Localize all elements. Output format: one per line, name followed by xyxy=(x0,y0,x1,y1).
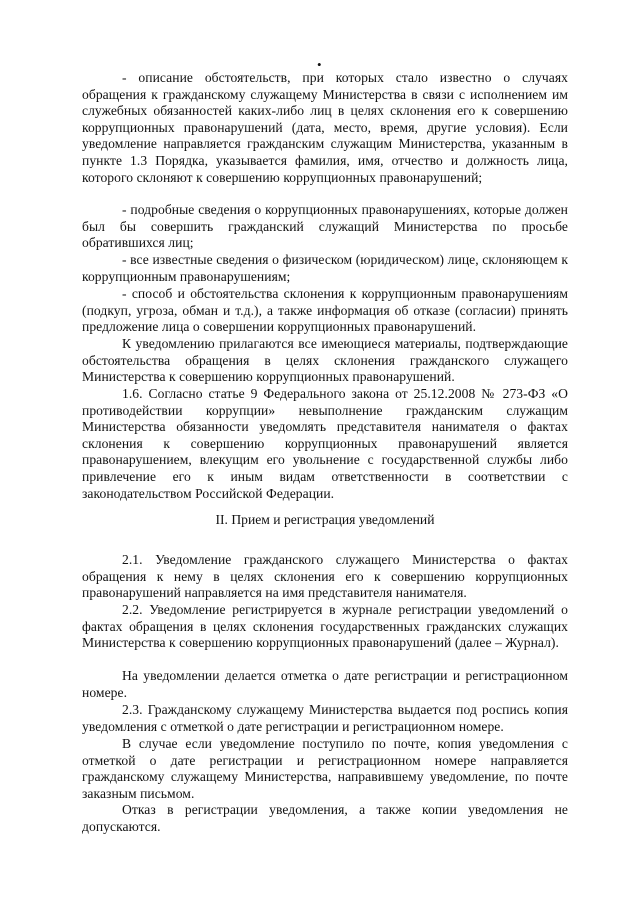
paragraph-mail: В случае если уведомление поступило по почте, копия уведомления с отметкой о дате регистрации и регистрационном номере направляется гражданскому служащему Министерства, направившему уведомление, по почте заказным письмом. xyxy=(82,736,568,801)
section-title: II. Прием и регистрация уведомлений xyxy=(215,512,435,527)
paragraph-circumstances: - описание обстоятельств, при которых стало известно о случаях обращения к гражданскому служащему Министерства в связи с исполнением им служебных обязанностей каких-либо лиц в целях склонения его к совершению коррупционных правонарушений (дата, место, время, другие условия). Если уведомление направляется гражданским служащим Министерства, указанным в пункте 1.3 Порядка, указывается фамилия, имя, отчество и должность лица, которого склоняют к совершению коррупционных правонарушений; xyxy=(82,70,568,185)
paragraph-2-2: 2.2. Уведомление регистрируется в журнале регистрации уведомлений о фактах обращения в целях склонения государственных гражданских служащих Министерства к совершению коррупционных правонарушений (далее – Журнал). xyxy=(82,602,568,651)
paragraph-2-1: 2.1. Уведомление гражданского служащего Министерства о фактах обращения к нему в целях склонения его к совершению коррупционных правонарушений направляется на имя представителя нанимателя. xyxy=(82,552,568,601)
paragraph-1-6: 1.6. Согласно статье 9 Федерального закона от 25.12.2008 № 273-ФЗ «О противодействии коррупции» невыполнение гражданским служащим Министерства обязанности уведомлять представителя нанимателя о фактах склонения к совершению коррупционных правонарушений является правонарушением, влекущим его увольнение с государственной службы либо привлечение его к иным видам ответственности в соответствии с законодательством Российской Федерации. xyxy=(82,386,568,501)
paragraph-details: - подробные сведения о коррупционных правонарушениях, которые должен был бы совершить гражданский служащий Министерства по просьбе обратившихся лиц; xyxy=(82,202,568,251)
top-mark: • xyxy=(317,57,322,72)
paragraph-materials: К уведомлению прилагаются все имеющиеся материалы, подтверждающие обстоятельства обращения в целях склонения гражданского служащего Министерства к совершению коррупционных правонарушений. xyxy=(82,336,568,385)
paragraph-method: - способ и обстоятельства склонения к коррупционным правонарушениям (подкуп, угроза, обман и т.д.), а также информация об отказе (согласии) принять предложение лица о совершении коррупционных правонарушений. xyxy=(82,286,568,335)
paragraph-refusal: Отказ в регистрации уведомления, а также копии уведомления не допускаются. xyxy=(82,802,568,834)
paragraph-2-3: 2.3. Гражданскому служащему Министерства выдается под роспись копия уведомления с отметкой о дате регистрации и регистрационном номере. xyxy=(82,702,568,734)
paragraph-registration-mark: На уведомлении делается отметка о дате регистрации и регистрационном номере. xyxy=(82,668,568,700)
paragraph-person-info: - все известные сведения о физическом (юридическом) лице, склоняющем к коррупционным правонарушениям; xyxy=(82,252,568,284)
